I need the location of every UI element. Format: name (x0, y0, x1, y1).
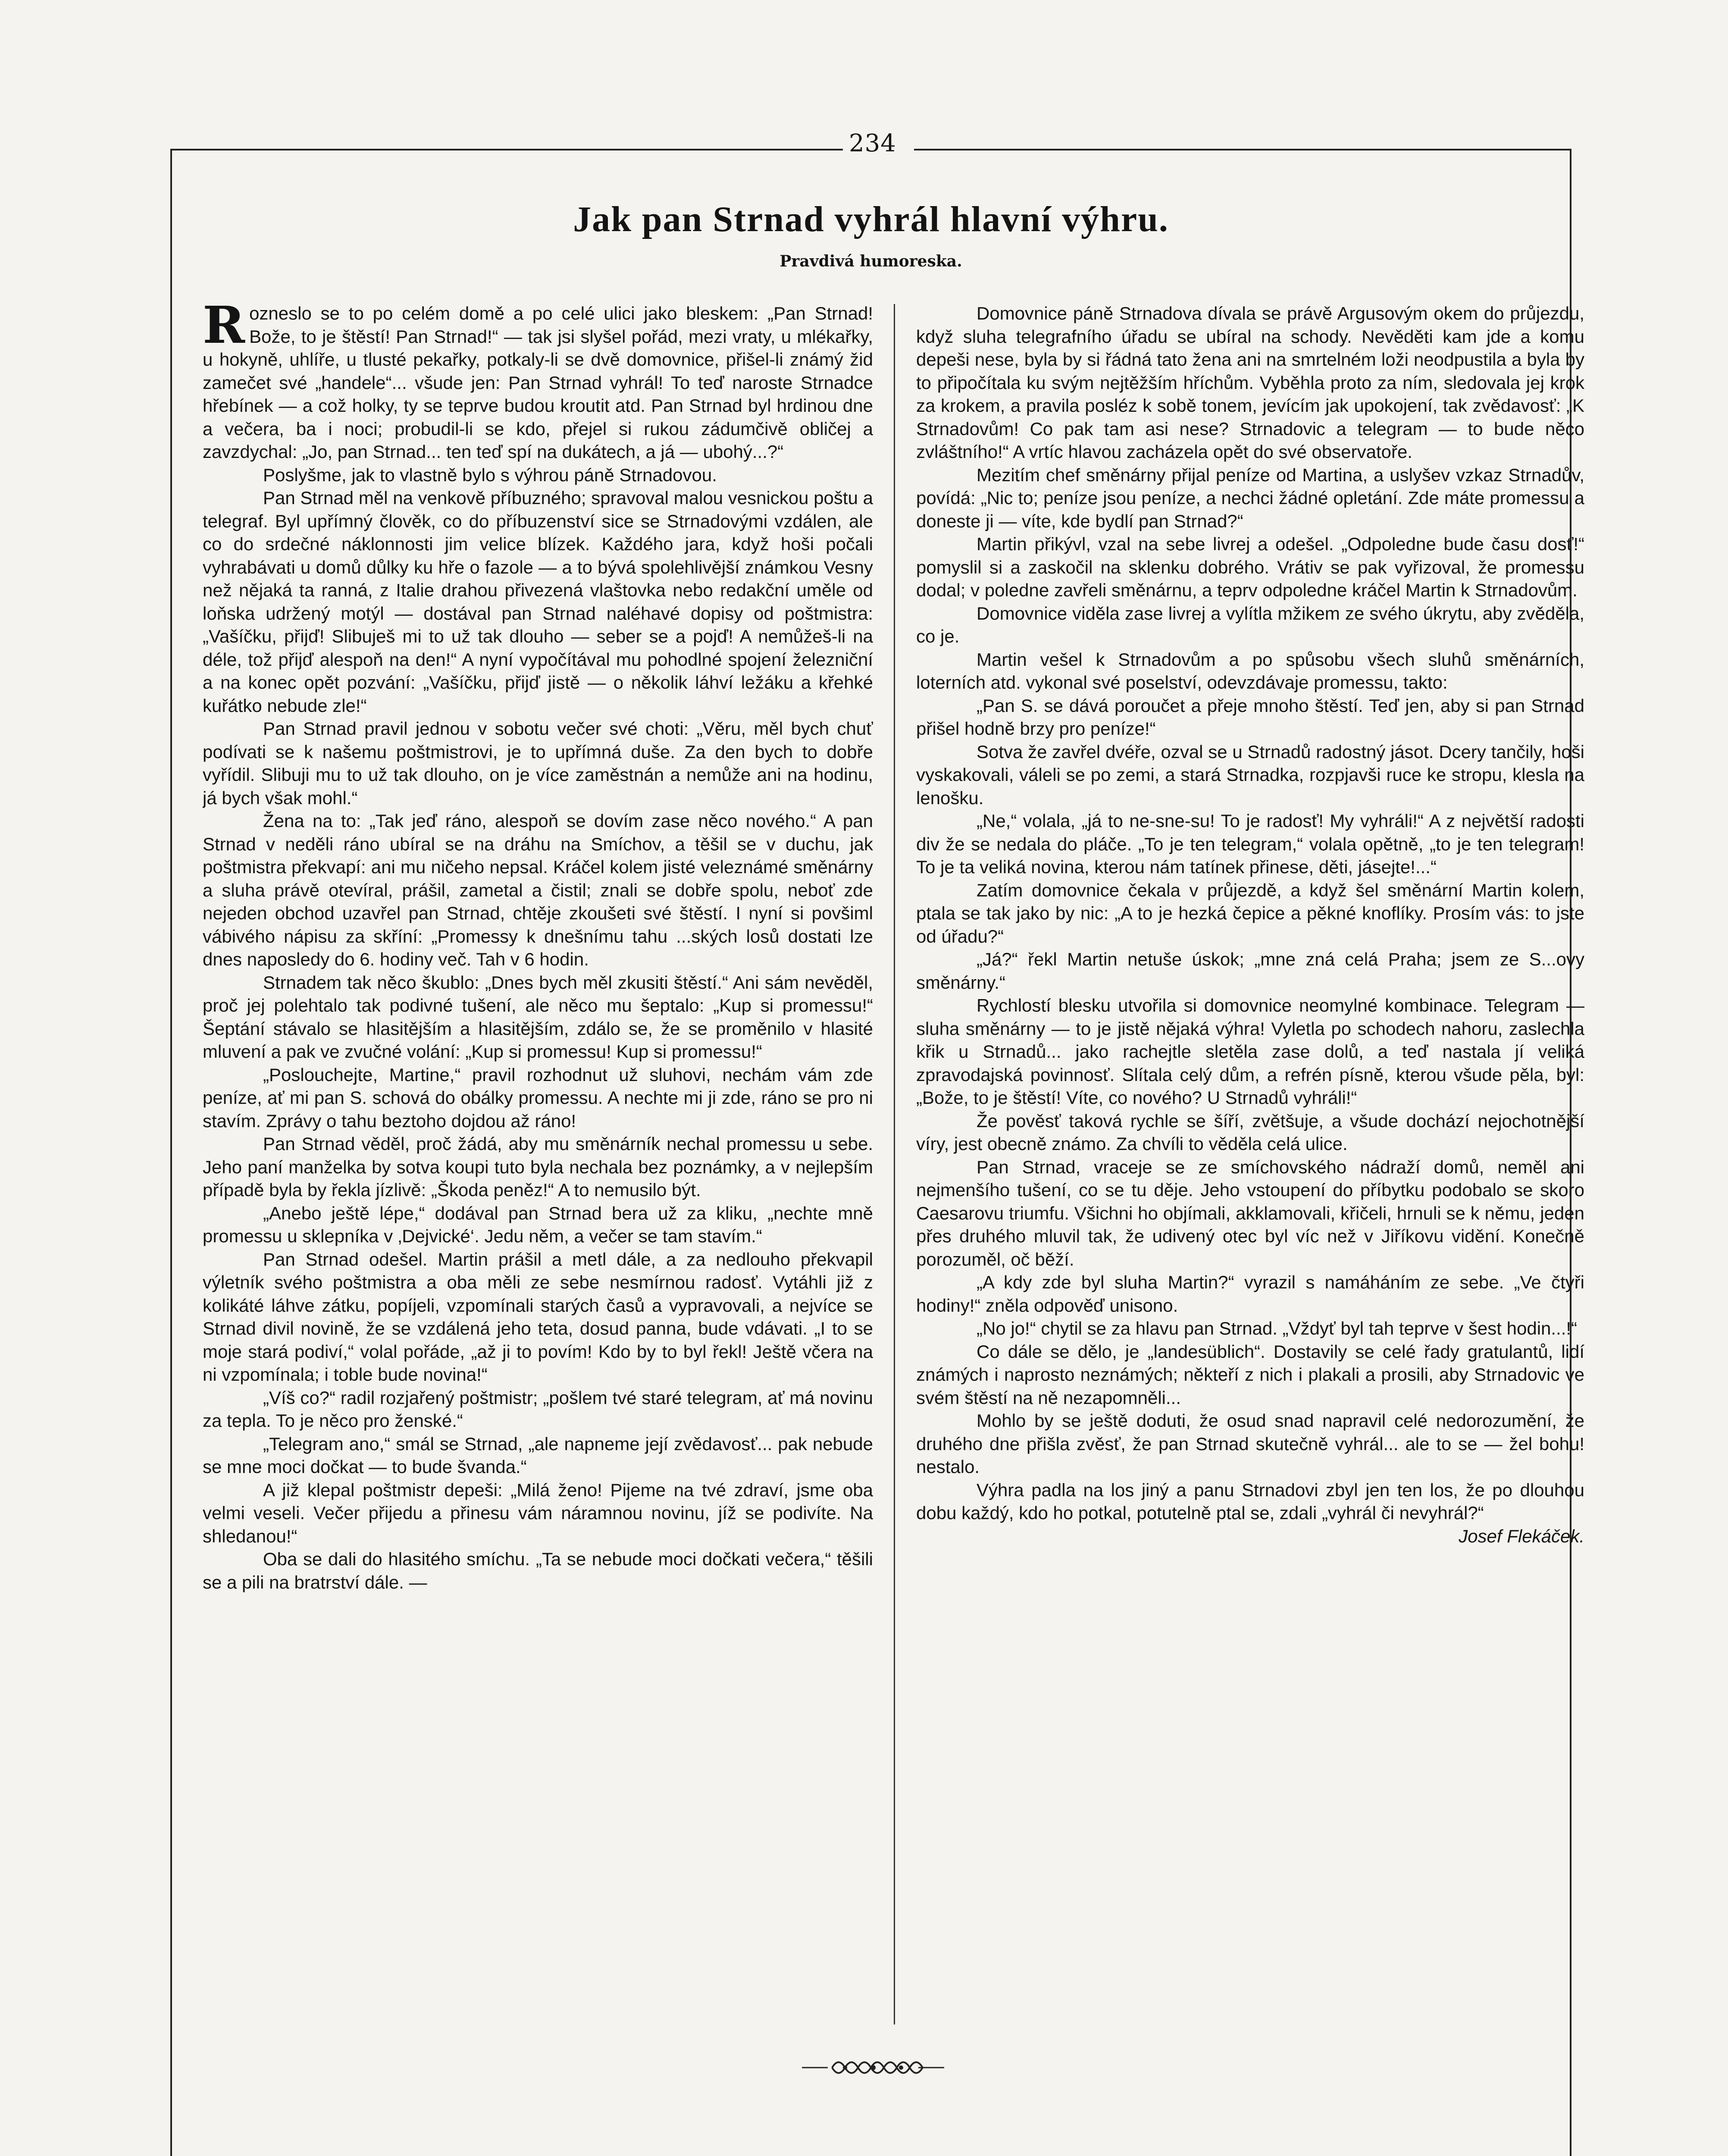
paragraph: Rozneslo se to po celém domě a po celé ulici jako bleskem: „Pan Strnad! Bože, to je štěstí! Pan Strnad!“ — tak jsi slyšel pořád, mezi vraty, u mlékařky, u hokyně, uhlíře, u tlusté pekařky, potkaly-li se dvě domovnice, přišel-li známý žid zamečet své „handele“... všude jen: Pan Strnad vyhrál! To teď naroste Strnadce hřebínek — a což holky, ty se teprve budou kroutit atd. Pan Strnad byl hrdinou dne a večera, ba i noci; probudil-li se kdo, přejel si rukou zádumčivě obličej a zavzdychal: „Jo, pan Strnad... ten teď spí na dukátech, a já — ubohý...?“ (203, 302, 873, 462)
paragraph: Mezitím chef směnárny přijal peníze od Martina, a uslyšev vzkaz Strnadův, povídá: „Nic to; peníze jsou peníze, a nechci žádné opletání. Zde máte promessu a doneste ji — víte, kde bydlí pan Strnad?“ (916, 464, 1584, 531)
left-column (203, 302, 873, 2031)
paragraph: A již klepal poštmistr depeši: „Milá ženo! Pijeme na tvé zdraví, jsme oba velmi veseli. Večer přijedu a přinesu vám náramnou novinu, jíž se podivíte. Na shledanou!“ (203, 1479, 873, 1546)
paragraph: Pan Strnad měl na venkově příbuzného; spravoval malou vesnickou poštu a telegraf. Byl upřímný člověk, co do příbuzenství sice se Strnadovými vzdálen, ale co do srdečné náklonnosti jim velice blízek. Každého jara, když hoši počali vyhrabávati u domů důlky ku hře o fazole — a to bývá spolehlivější známkou Vesny než nějaká ta ranná, z Italie drahou přivezená vlaštovka nebo redakční uměle od loňska udržený motýl — dostával pan Strnad naléhavé dopisy od poštmistra: „Vašíčku, přijď! Slibuješ mi to už tak dlouho — seber se a pojď! A nemůžeš-li na déle, tož přijď alespoň na den!“ A nyní vypočítával mu pohodlné spojení železniční a na konec opět pozvání: „Vašíčku, přijď jistě — o několik láhví ležáku a křehké kuřátko nebude zle!“ (203, 488, 873, 716)
paragraph: „Telegram ano,“ smál se Strnad, „ale napneme její zvědavosť... pak nebude se mne moci dočkat — to bude švanda.“ (203, 1433, 873, 1477)
paragraph: „Já?“ řekl Martin netuše úskok; „mne zná celá Praha; jsem ze S...ovy směnárny.“ (916, 949, 1584, 993)
paragraph: Pan Strnad, vraceje se ze smíchovského nádraží domů, neměl ani nejmenšího tušení, co se tu děje. Jeho vstoupení do příbytku podobalo se skoro Caesarovu triumfu. Všichni ho objímali, akklamovali, křičeli, hrnuli se k němu, jeden přes druhého mluvil tak, že udivený otec byl víc než v Jiříkovu vidění. Konečně porozuměl, oč běží. (916, 1156, 1584, 1269)
ornament-icon (802, 2053, 944, 2083)
paragraph: Že pověsť taková rychle se šíří, zvětšuje, a všude dochází nejochotnější víry, jest obecně známo. Za chvíli to věděla celá ulice. (916, 1110, 1584, 1154)
paragraph: Pan Strnad odešel. Martin prášil a metl dále, a za nedlouho překvapil výletník svého poštmistra a oba měli ze sebe nesmírnou radosť. Vytáhli již z kolikáté láhve zátku, popíjeli, vzpomínali starých časů a vypravovali, a nejvíce se Strnad divil novině, že se vzdálená jeho teta, dosud panna, bude vdávati. „I to se moje stará podiví,“ volal pořáde, „až ji to povím! Kdo by to byl řekl! Ještě včera na ni vzpomínala; i toble bude novina!“ (203, 1249, 873, 1385)
author-signature: Josef Flekáček. (1459, 1526, 1584, 1546)
paragraph: Pan Strnad pravil jednou v sobotu večer své choti: „Věru, měl bych chuť podívati se k našemu poštmistrovi, je to upřímná duše. Za den bych to dobře vyřídil. Slibuji mu to už tak dlouho, on je více zaměstnán a nemůže ani na hodinu, já bych však mohl.“ (203, 718, 873, 808)
right-column (916, 302, 1584, 2031)
page-number: 234 (849, 129, 896, 157)
paragraph: Martin přikývl, vzal na sebe livrej a odešel. „Odpoledne bude času dosť!“ pomyslil si a zaskočil na sklenku dobrého. Vrátiv se pak vyřizoval, že promessu dodal; v poledne zavřeli směnárnu, a teprv odpoledne kráčel Martin k Strnadovům. (916, 534, 1584, 600)
paragraph: „Víš co?“ radil rozjařený poštmistr; „pošlem tvé staré telegram, ať má novinu za tepla. To je něco pro ženské.“ (203, 1387, 873, 1431)
paragraph: „Anebo ještě lépe,“ dodával pan Strnad bera už za kliku, „nechte mně promessu u sklepníka v ‚Dejvické‘. Jedu něm, a večer se tam stavím.“ (203, 1203, 873, 1246)
paragraph: Martin vešel k Strnadovům a po spůsobu všech sluhů směnárních, loterních atd. vykonal své poselství, odevzdávaje promessu, takto: (916, 649, 1584, 693)
paragraph: Výhra padla na los jiný a panu Strnadovi zbyl jen ten los, že po dlouhou dobu každý, kdo ho potkal, potutelně ptal se, zdali „vyhrál či nevyhrál?“ Josef Flekáček. (916, 1479, 1584, 1525)
paragraph: Rychlostí blesku utvořila si domovnice neomylné kombinace. Telegram — sluha směnárny — to je jistě nějaká výhra! Vyletla po schodech nahoru, zaslechla křik u Strnadů... jako rachejtle sletěla zase dolů, a teď nastala jí veliká zpravodajská povinnosť. Slítala celý dům, a refrén písně, kterou všude pěla, byl: „Bože, to je štěstí! Víte, co nového? U Strnadů vyhráli!“ (916, 995, 1584, 1108)
paragraph: Strnadem tak něco škublo: „Dnes bych měl zkusiti štěstí.“ Ani sám nevěděl, proč jej polehtalo tak podivné tušení, ale něco mu šeptalo: „Kup si promessu!“ Šeptání stávalo se hlasitějším a hlasitějším, zdálo se, že se proměnilo v hlasité mluvení a pak ve zvučné volání: „Kup si promessu! Kup si promessu!“ (203, 972, 873, 1062)
paragraph: Oba se dali do hlasitého smíchu. „Ta se nebude moci dočkati večera,“ těšili se a pili na bratrství dále. — (203, 1549, 873, 1592)
article-title: Jak pan Strnad vyhrál hlavní výhru. (573, 199, 1169, 239)
paragraph: Pan Strnad věděl, proč žádá, aby mu směnárník nechal promessu u sebe. Jeho paní manželka by sotva koupi tuto byla nechala bez poznámky, a v nejlepším případě byla by řekla jízlivě: „Škoda peněz!“ A to nemusilo být. (203, 1134, 873, 1200)
paragraph: Zatím domovnice čekala v průjezdě, a když šel směnární Martin kolem, ptala se tak jako by nic: „A to je hezká čepice a pěkné knoflíky. Prosím vás: to jste od úřadu?“ (916, 880, 1584, 946)
paragraph: „No jo!“ chytil se za hlavu pan Strnad. „Vždyť byl tah teprve v šest hodin...!“ (977, 1318, 1578, 1338)
paragraph: „Pan S. se dává poroučet a přeje mnoho štěstí. Teď jen, aby si pan Strnad přišel hodně brzy pro peníze!“ (916, 695, 1584, 739)
paragraph: Domovnice páně Strnadova dívala se právě Argusovým okem do průjezdu, když sluha telegrafního úřadu se ubíral na schody. Nevěděti kam jde a komu depeši nese, byla by si řádná tato žena ani na smrtelném loži neodpustila a byla by to připočítala ku svým nejtěžším hříchům. Vyběhla proto za ním, sledovala jej krok za krokem, a pravila posléz k sobě tonem, jevícím jak upokojení, tak zvědavosť: „K Strnadovům! Co pak tam asi nese? Strnadovic a telegram — to bude něco zvláštního!“ A vrtíc hlavou zacházela opět do své observatoře. (916, 303, 1584, 462)
paragraph: Mohlo by se ještě doduti, že osud snad napravil celé nedorozumění, že druhého dne přišla zvěsť, že pan Strnad skutečně vyhrál... ale to se — žel bohu! nestalo. (916, 1410, 1584, 1477)
paragraph: Sotva že zavřel dvéře, ozval se u Strnadů radostný jásot. Dcery tančily, hoši vyskakovali, váleli se po zemi, a stará Strnadka, rozpjavši ruce ke stropu, klesla na lenošku. (916, 741, 1584, 808)
paragraph: „Ne,“ volala, „já to ne-sne-su! To je radosť! My vyhráli!“ A z největší radosti div že se nedala do pláče. „To je ten telegram,“ volala opětně, „to je ten telegram! To je ta veliká novina, kterou nám tatínek přinese, děti, jásejte!...“ (916, 811, 1584, 877)
drop-cap: R (203, 302, 245, 355)
paragraph: Co dále se dělo, je „landesüblich“. Dostavily se celé řady gratulantů, lidí známých i naprosto neznámých; někteří z nich i plakali a prosili, aby Strnadovic ve svém štěstí na ně nezapomněli... (916, 1341, 1584, 1408)
paragraph: „Poslouchejte, Martine,“ pravil rozhodnut už sluhovi, nechám vám zde peníze, ať mi pan S. schová do obálky promessu. A nechte mi ji zde, ráno se pro ni stavím. Zprávy o tahu beztoho dojdou až ráno! (203, 1064, 873, 1131)
paragraph: Poslyšme, jak to vlastně bylo s výhrou páně Strnadovou. (263, 464, 717, 485)
paragraph: „A kdy zde byl sluha Martin?“ vyrazil s namáháním ze sebe. „Ve čtyři hodiny!“ zněla odpověď unisono. (916, 1272, 1584, 1316)
article-subtitle: Pravdivá humoreska. (779, 252, 962, 270)
paragraph: Žena na to: „Tak jeď ráno, alespoň se dovím zase něco nového.“ A pan Strnad v neděli ráno ubíral se na dráhu na Smíchov, a těšil se v duchu, jak poštmistra překvapí: ani mu ničeho nepsal. Kráčel kolem jisté veleznámé směnárny a sluha právě otevíral, prášil, zametal a čistil; znali se dobře spolu, neboť zde nejeden obchod uzavřel pan Strnad, chtěje zkoušeti své štěstí. I nyní si povšiml vábivého nápisu za skříní: „Promessy k dnešnímu tahu ...ských losů dostati lze dnes naposledy do 6. hodiny več. Tah v 6 hodin. (203, 811, 873, 969)
paragraph: Domovnice viděla zase livrej a vylítla mžikem ze svého úkrytu, aby zvěděla, co je. (916, 603, 1584, 646)
column-divider (894, 304, 895, 2024)
